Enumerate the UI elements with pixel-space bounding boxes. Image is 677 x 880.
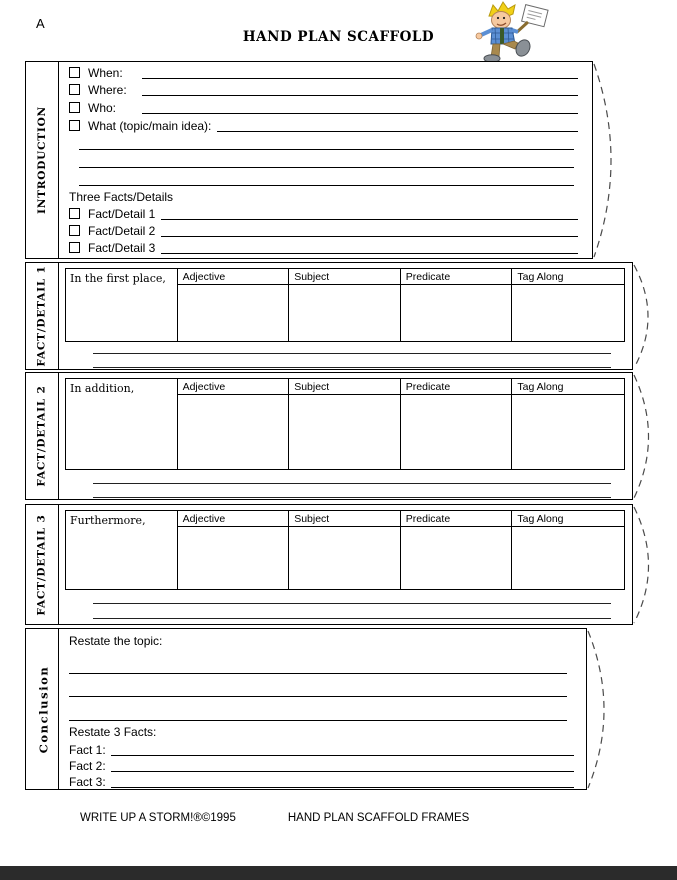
writing-line [111, 743, 574, 756]
introduction-side-tab [26, 62, 59, 258]
transition-phrase: Furthermore, [66, 511, 178, 589]
writing-line [93, 483, 611, 484]
field-where: Where: [59, 83, 592, 101]
checkbox-icon [69, 102, 80, 113]
table-cell [401, 395, 513, 469]
field-what: What (topic/main idea): [59, 118, 592, 136]
writing-line [161, 207, 578, 220]
column-header-tag-along: Tag Along [512, 511, 624, 527]
table-cell [289, 285, 401, 341]
fact-detail-3-label: FACT/DETAIL 3 [36, 513, 48, 616]
transition-phrase: In addition, [66, 379, 178, 469]
fact-detail-1-side-tab [26, 263, 59, 369]
blank-writing-row [59, 136, 592, 154]
writing-line [93, 618, 611, 619]
conclusion-section [25, 628, 587, 790]
fact-detail-2-label: FACT/DETAIL 2 [36, 385, 48, 487]
table-cell [178, 395, 290, 469]
table-cell [512, 527, 624, 589]
fact-detail-2-section [25, 372, 633, 500]
fact-1-row: Fact 1: [59, 741, 586, 757]
writing-line [79, 137, 574, 150]
checkbox-icon [69, 67, 80, 78]
restate-topic-heading: Restate the topic: [69, 634, 163, 648]
writing-line [93, 603, 611, 604]
checkbox-icon [69, 120, 80, 131]
footer [80, 812, 469, 824]
writing-line [217, 119, 578, 132]
introduction-label: INTRODUCTION [36, 106, 49, 214]
column-header-tag-along: Tag Along [512, 269, 624, 285]
bottom-bar [0, 866, 677, 880]
footer-copyright: WRITE UP A STORM!®©1995 [80, 812, 236, 824]
fact-detail-3-side-tab [26, 505, 59, 624]
fact-2-row: Fact 2: [59, 757, 586, 773]
fact-detail-3-row: Fact/Detail 3 [59, 241, 592, 258]
field-when: When: [59, 65, 592, 83]
writing-line [79, 155, 574, 168]
fact-detail-1-label: FACT/DETAIL 1 [36, 265, 48, 367]
writing-line [142, 83, 578, 96]
sentence-table [65, 510, 625, 590]
writing-line [161, 224, 578, 237]
writing-line [142, 101, 578, 114]
checkbox-icon [69, 208, 80, 219]
table-cell [512, 395, 624, 469]
table-cell [401, 527, 513, 589]
writing-line [79, 173, 574, 186]
column-header-subject: Subject [289, 511, 401, 527]
writing-line [111, 759, 574, 772]
writing-line [69, 697, 567, 721]
checkbox-icon [69, 225, 80, 236]
table-cell [289, 527, 401, 589]
footer-doc-name: HAND PLAN SCAFFOLD FRAMES [287, 812, 470, 824]
column-header-subject: Subject [289, 269, 401, 285]
writing-line [69, 650, 567, 674]
conclusion-side-tab [26, 629, 59, 789]
column-header-adjective: Adjective [178, 269, 290, 285]
writing-line [142, 66, 578, 79]
fact-detail-2-row: Fact/Detail 2 [59, 224, 592, 241]
table-cell [401, 285, 513, 341]
facts-heading: Three Facts/Details [69, 190, 174, 205]
column-header-predicate: Predicate [401, 511, 513, 527]
checkbox-icon [69, 242, 80, 253]
boy-walking-with-note-icon [462, 1, 556, 68]
writing-line [111, 775, 574, 788]
column-header-adjective: Adjective [178, 379, 290, 395]
table-cell [289, 395, 401, 469]
conclusion-label: Conclusion [36, 665, 51, 753]
fact-detail-1-row: Fact/Detail 1 [59, 207, 592, 224]
checkbox-icon [69, 84, 80, 95]
transition-phrase: In the first place, [66, 269, 178, 341]
sentence-table [65, 378, 625, 470]
fact-3-row: Fact 3: [59, 773, 586, 789]
writing-line [93, 367, 611, 368]
restate-facts-heading: Restate 3 Facts: [69, 725, 157, 740]
fact-detail-3-section [25, 504, 633, 625]
writing-line [93, 353, 611, 354]
column-header-subject: Subject [289, 379, 401, 395]
table-cell [178, 285, 290, 341]
field-who: Who: [59, 100, 592, 118]
page-title: HAND PLAN SCAFFOLD [242, 29, 435, 45]
blank-writing-row [59, 154, 592, 172]
introduction-section [25, 61, 593, 259]
column-header-predicate: Predicate [401, 269, 513, 285]
table-cell [178, 527, 290, 589]
sentence-table [65, 268, 625, 342]
column-header-tag-along: Tag Along [512, 379, 624, 395]
column-header-predicate: Predicate [401, 379, 513, 395]
table-cell [512, 285, 624, 341]
page-letter: A [36, 16, 45, 31]
fact-detail-1-section [25, 262, 633, 370]
blank-writing-row [59, 172, 592, 190]
column-header-adjective: Adjective [178, 511, 290, 527]
fact-detail-2-side-tab [26, 373, 59, 499]
writing-line [69, 674, 567, 698]
writing-line [93, 497, 611, 498]
writing-line [161, 241, 578, 254]
